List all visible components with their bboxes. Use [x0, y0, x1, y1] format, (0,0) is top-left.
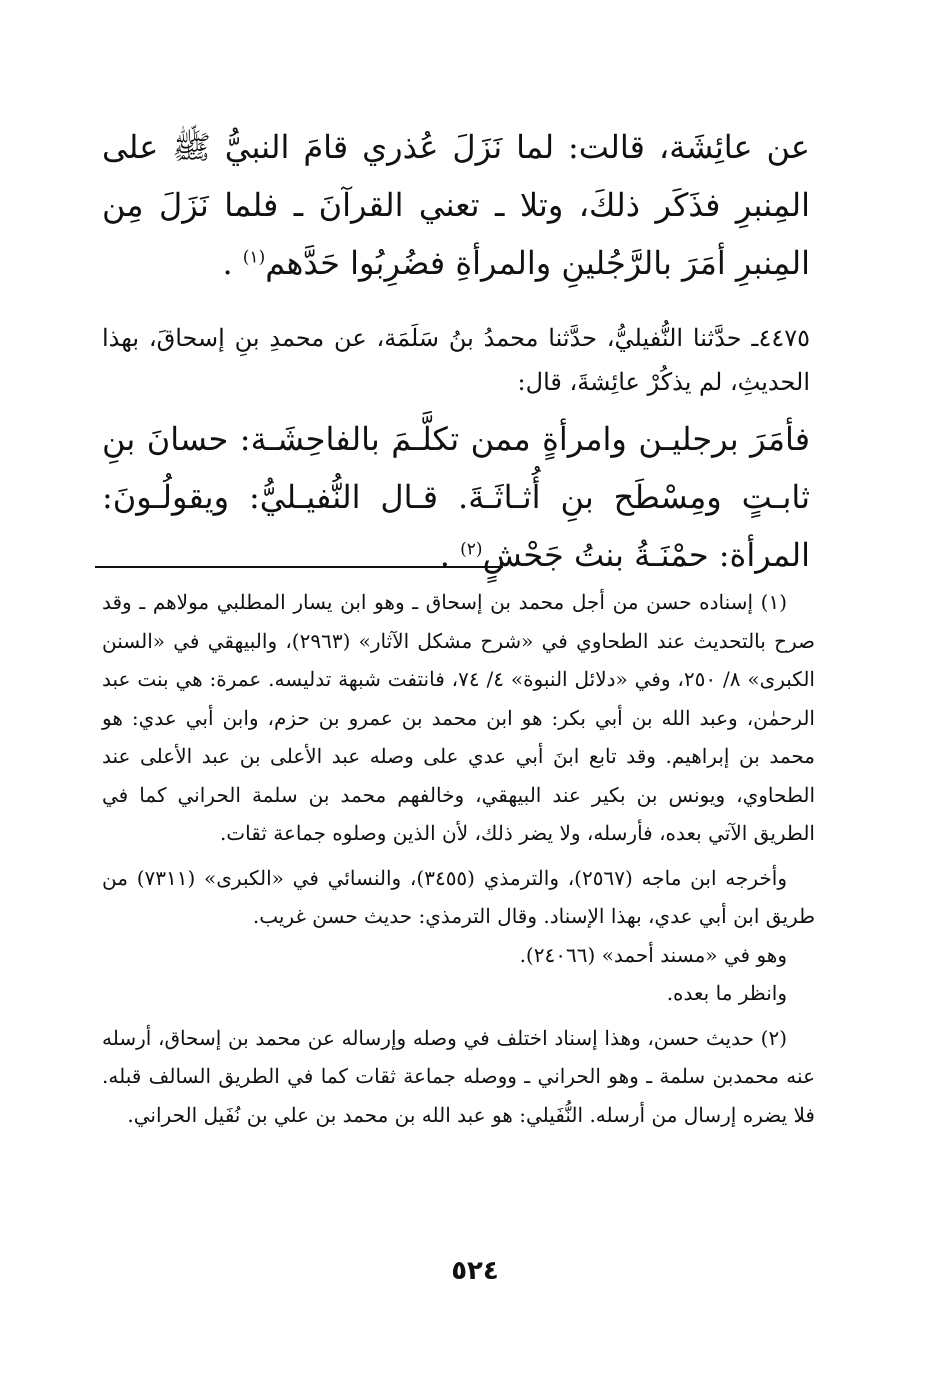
- hadith-text-2: [102, 410, 810, 584]
- hadith-text-2-end: .: [439, 536, 461, 574]
- footnote-2-paragraph-1: (٢) حديث حسن، وهذا إسناد اختلف في وصله وإرساله عن محمد بن إسحاق، أرسله عنه محمدبن سلمة ـ وهو الحراني ـ ووصله جماعة ثقات كما في الطريق السالف قبله. فلا يضره إرسال من أرسله. النُّفَيلي: هو عبد الله بن محمد بن علي بن نُفَيل الحراني.: [102, 1025, 815, 1127]
- hadith-text-2-body: فأمَرَ برجليـن وامرأةٍ ممن تكلَّـمَ بالفاحِشَـة: حسانَ بنِ ثابـتٍ ومِسْطَح بنِ أُثـاثَـةَ. قـال النُّفيـليُّ: ويقولُـونَ: المرأة: حمْنَـةُ بنتُ جَحْشٍ: [102, 420, 810, 574]
- footnote-ref-1: (١): [242, 247, 266, 268]
- page-number: ٥٢٤: [451, 1256, 499, 1286]
- footnote-1-paragraph-4: وانظر ما بعده.: [666, 981, 787, 1005]
- footnote-divider: [95, 566, 503, 568]
- footnote-1-paragraph-2: وأخرجه ابن ماجه (٢٥٦٧)، والترمذي (٣٤٥٥)، والنسائي في «الكبرى» (٧٣١١) من طريق ابن أبي عدي، بهذا الإسناد. وقال الترمذي: حديث حسن غريب.: [102, 865, 815, 928]
- hadith-4475-header: ٤٤٧٥ـ حدَّثنا النُّفيليُّ، حدَّثنا محمدُ بنُ سَلَمَة، عن محمدِ بنِ إسحاقَ، بهذا الحديثِ، لم يذكُرْ عائِشةَ، قال:: [102, 324, 810, 396]
- hadith-text-1: [102, 118, 810, 292]
- main-text-body: [102, 118, 810, 584]
- footnote-1-paragraph-3: وهو في «مسند أحمد» (٢٤٠٦٦).: [519, 942, 787, 967]
- footnote-ref-2: (٢): [460, 539, 483, 560]
- hadith-text-1-end: .: [222, 244, 243, 282]
- hadith-text-1-body: عن عائِشَة، قالت: لما نَزَلَ عُذري قامَ النبيُّ ﷺ على المِنبرِ فذَكَر ذلكَ، وتلا ـ تعني القرآنَ ـ فلما نَزَلَ مِن المِنبرِ أمَرَ بالرَّجُلينِ والمرأةِ فضُرِبُوا حَدَّهم: [102, 128, 810, 282]
- footnote-1-paragraph-1: (١) إسناده حسن من أجل محمد بن إسحاق ـ وهو ابن يسار المطلبي مولاهم ـ وقد صرح بالتحديث عند الطحاوي في «شرح مشكل الآثار» (٢٩٦٣)، والبيهقي في «السنن الكبرى» ٨/ ٢٥٠، وفي «دلائل النبوة» ٤/ ٧٤، فانتفت شبهة تدليسه. عمرة: هي بنت عبد الرحمٰن، وعبد الله بن أبي بكر: هو ابن محمد بن عمرو بن حزم، وابن أبي عدي: هو محمد بن إبراهيم. وقد تابع ابنَ أبي عدي على وصله عبد الأعلى بن عبد الأعلى عند الطحاوي، ويونس بن بكير عند البيهقي، وخالفهم محمد بن سلمة الحراني كما في الطريق الآتي بعده، فأرسله، ولا يضر ذلك، لأن الذين وصلوه جماعة ثقات.: [102, 590, 816, 845]
- footnotes-section: [102, 583, 815, 1134]
